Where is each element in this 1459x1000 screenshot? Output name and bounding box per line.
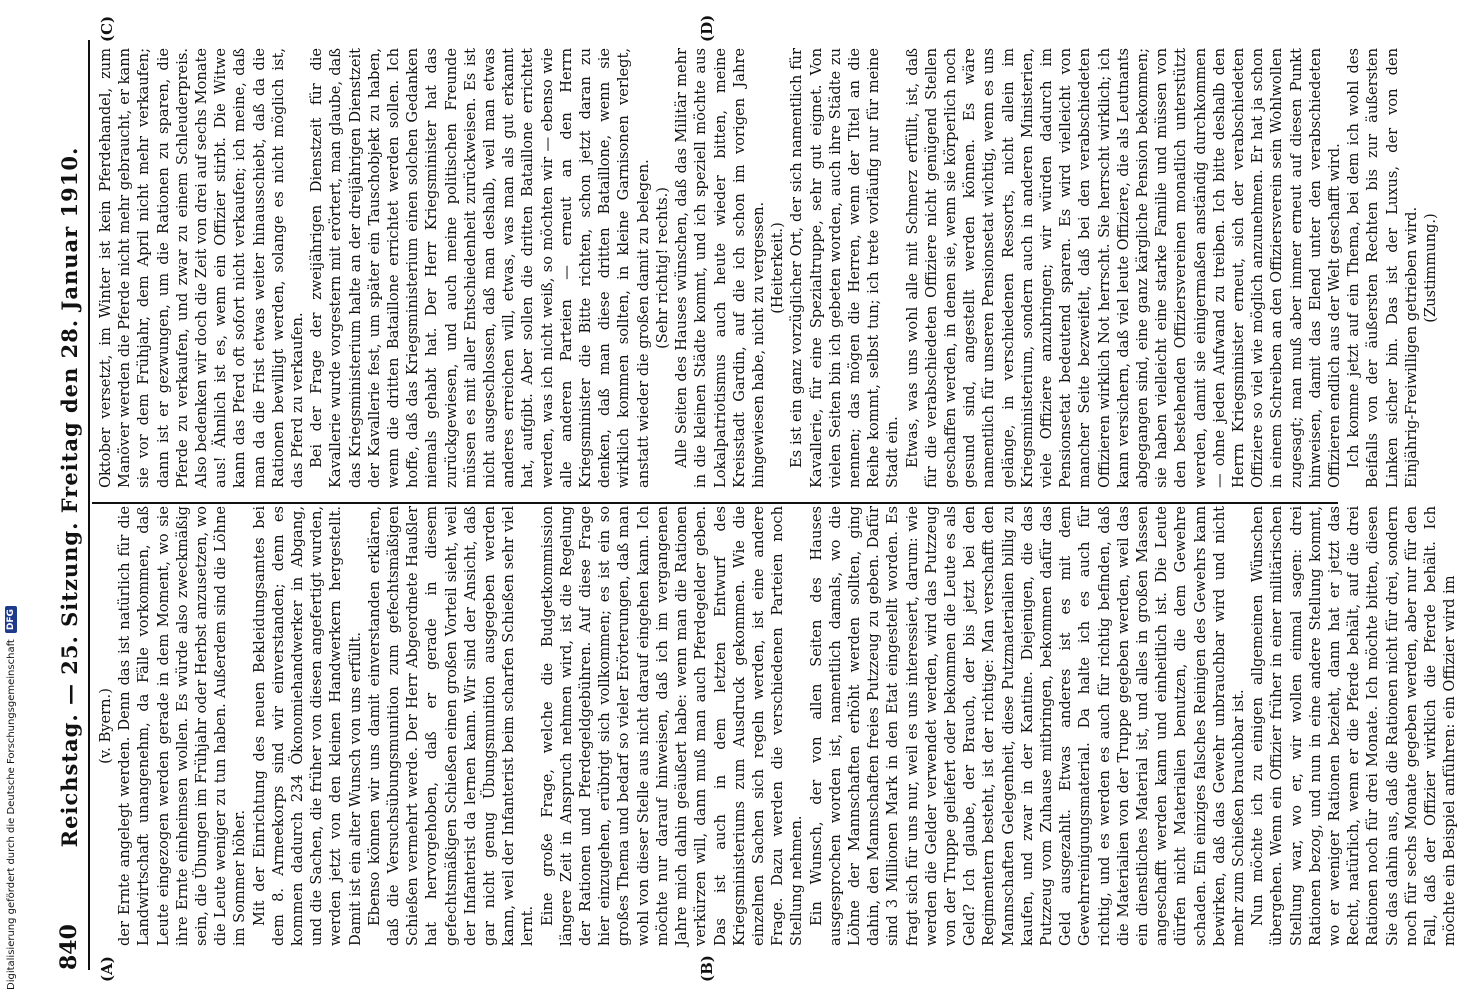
- paragraph: der Ernte angelegt werden. Denn das ist natürlich für die Landwirtschaft unangenehm, da Fälle vorkommen, daß Leute eingezogen werden gerade in dem Moment, wo sie ihre Ernte einheimsen wollen. Es würde also zweckmäßig sein, die Übungen im Frühjahr oder Herbst anzusetzen, wo die Leute weniger zu tun haben. Außerdem sind die Löhne im Sommer höher.: [116, 505, 249, 946]
- digitization-credit: [4, 600, 18, 990]
- paragraph: Es ist ein ganz vorzüglicher Ort, der sich namentlich für Kavallerie, für eine Spezialtruppe, sehr gut eignet. Von vielen Seiten bin ich gebeten worden, auch ihre Städte zu nennen; das mögen die Herren, wenn der Titel an die Reihe kommt, selbst tun; ich trete vorläufig nur für meine Stadt ein.: [788, 48, 902, 488]
- paragraph: Oktober versetzt, im Winter ist kein Pferdehandel, zum Manöver werden die Pferde nicht mehr gebraucht, er kann sie vor dem Frühjahr, dem April nicht mehr verkaufen; dann ist er gezwungen, um die Rationen zu sparen, die Pferde zu verkaufen, und zwar zu einem Schleuderpreis. Also bedenken wir doch die Zeit von drei auf sechs Monate aus! Ähnlich ist es, wenn ein Offizier stirbt. Die Witwe kann das Pferd oft sofort nicht verkaufen; ich meine, daß man da die Frist etwas weiter hinausschiebt, daß da die Rationen bewilligt werden, solange es nicht möglich ist, das Pferd zu verkaufen.: [97, 48, 307, 488]
- page-number: 840: [56, 924, 82, 970]
- document-page: [38, 0, 1459, 1000]
- page-title: Reichstag. — 25. Sitzung. Freitag den 28. Januar 1910.: [57, 146, 82, 848]
- speaker-note: (v. Byern.): [97, 688, 114, 764]
- credit-text: Digitalisierung gefördert durch die Deutsche Forschungsgemeinschaft: [5, 639, 17, 990]
- header-rule: [88, 40, 90, 970]
- interjection: (Zustimmung.): [1422, 213, 1440, 323]
- left-column: [96, 505, 1459, 946]
- paragraph: Eine große Frage, welche die Budgetkommission längere Zeit in Anspruch nehmen wird, ist die Regelung der Rationen und Pferdegeldgebühren. Auf diese Frage hier einzugehen, erübrigt sich vollkommen; es ist ein so großes Thema und bedarf so vieler Erörterungen, daß man wohl von dieser Stelle aus nicht darauf eingehen kann. Ich möchte nur darauf hinweisen, daß ich im vergangenen Jahre mich dahin geäußert habe: wenn man die Rationen verkürzen will, dann muß man auch Pferdegelder geben. Das ist auch in dem letzten Entwurf des Kriegsministeriums zum Ausdruck gekommen. Wie die einzelnen Sachen sich regeln werden, ist eine andere Frage. Dazu werden die verschiedenen Parteien noch Stellung nehmen.: [538, 506, 806, 946]
- interjection: (Heiterkeit.): [769, 222, 787, 314]
- margin-marker-c: (C): [98, 15, 116, 42]
- paragraph: Ein Wunsch, der von allen Seiten des Hauses ausgesprochen worden ist, namentlich damals, wo die Löhne der Mannschaften erhöht werden sollten, ging dahin, den Mannschaften freies Putzzeug zu geben. Dafür sind 3 Millionen Mark in den Etat eingestellt worden. Es fragt sich für uns nur, weil es uns interessiert, darum: wie werden die Gelder verwendet werden, wird das Putzzeug von der Truppe geliefert oder bekommen die Leute es als Geld? Ich glaube, der Brauch, der bis jetzt bei den Regimentern besteht, ist der richtige: Man verschafft den Mannschaften Gelegenheit, diese Putzmaterialien billig zu kaufen, und zwar in der Kantine. Diejenigen, die das Putzzeug vom Zuhause mitbringen, bekommen dafür das Geld ausgezahlt. Etwas anderes ist es mit dem Gewehrreinigungsmaterial. Da halte ich es auch für richtig, und es werden es auch für richtig befinden, daß die Materialien von der Truppe gegeben werden, weil das ein dienstliches Material ist, und alles in großen Massen angeschafft werden kann und einheitlich ist. Die Leute dürfen nicht Materialien benutzen, die dem Gewehre schaden. Ein einziges falsches Reinigen des Gewehrs kann bewirken, daß das Gewehr unbrauchbar wird und nicht mehr zum Schießen brauchbar ist.: [807, 506, 1247, 946]
- margin-marker-a: (A): [98, 956, 116, 982]
- right-column: [96, 48, 1440, 488]
- interjection: (Sehr richtig! rechts.): [653, 187, 671, 349]
- paragraph: Etwas, was uns wohl alle mit Schmerz erfüllt, ist, daß für die verabschiedeten Offiziere nicht genügend Stellen geschaffen werden, in denen sie, wenn sie körperlich noch gesund sind, angestellt werden können. Es wäre namentlich für unseren Pensionsetat wichtig, wenn es uns gelänge, in verschiedenen Ressorts, nicht allein im Kriegsministerium, sondern auch in anderen Ministerien, viele Offiziere anzubringen; wir würden dadurch im Pensionsetat bedeutend sparen. Es wird vielleicht von mancher Seite bezweifelt, daß bei den verabschiedeten Offizieren wirklich Not herrscht. Sie herrscht wirklich; ich kann versichern, daß viel leute Offiziere, die als Leutnants abgegangen sind, eine ganz kärgliche Pension bekommen; sie haben vielleicht eine starke Familie und müssen von den bestehenden Offiziersvereinen monatlich unterstützt werden, damit sie einigermaßen anständig durchkommen — ohne jeden Aufwand zu treiben. Ich bitte deshalb den Herrn Kriegsminister erneut, sich der verabschiedeten Offiziere so viel wie möglich anzunehmen. Er hat ja schon in einem Schreiben an den Offiziersverein sein Wohlwollen zugesagt; man muß aber immer erneut auf diesen Punkt hinweisen, damit das Elend unter den verabschiedeten Offizieren endlich aus der Welt geschafft wird.: [903, 48, 1343, 488]
- page-header: [38, 40, 82, 970]
- paragraph: Mit der Einrichtung des neuen Bekleidungsamtes bei dem 8. Armeekorps sind wir einverstanden; denn es kommen dadurch 234 Ökonomiehandwerker in Abgang, und die Sachen, die früher von diesen angefertigt wurden, werden jetzt von den kleinen Handwerkern hergestellt. Damit ist ein alter Wunsch von uns erfüllt.: [250, 506, 364, 946]
- dfg-logo: DFG: [5, 606, 17, 633]
- margin-marker-d: (D): [698, 14, 716, 42]
- paragraph: Bei der Frage der zweijährigen Dienstzeit für die Kavallerie wurde vorgestern mit erörtert, man glaube, daß das Kriegsministerium halte an der dreijährigen Dienstzeit der Kavallerie fest, um später ein Tauschobjekt zu haben, wenn die dritten Bataillone errichtet werden sollen. Ich hoffe, daß das Kriegsministerium einen solchen Gedanken niemals gehabt hat. Der Herr Kriegsminister hat das zurückgewiesen, und auch meine politischen Freunde müssen es mit aller Entschiedenheit zurückweisen. Es ist nicht ausgeschlossen, daß man deshalb, weil man etwas anderes erreichen will, etwas, was man als gut erkannt hat, aufgibt. Aber sollen die dritten Bataillone errichtet werden, was ich nicht weiß, so möchten wir — ebenso wie alle anderen Parteien — erneut an den Herrn Kriegsminister die Bitte richten, schon jetzt daran zu denken, daß man diese dritten Bataillone, wenn sie wirklich kommen sollten, in kleine Garnisonen verlegt, anstatt wieder die großen damit zu belegen.: [308, 48, 652, 488]
- paragraph: Alle Seiten des Hauses wünschen, daß das Militär mehr in die kleinen Städte kommt, und ich speziell möchte aus Lokalpatriotismus auch heute wieder bitten, meine Kreisstadt Gardin, auf die ich schon im vorigen Jahre hingewiesen habe, nicht zu vergessen.: [673, 48, 767, 488]
- column-divider: [92, 502, 1338, 504]
- margin-marker-b: (B): [698, 955, 716, 982]
- paragraph: Nun möchte ich zu einigen allgemeinen Wünschen übergehen. Wenn ein Offizier früher in einer militärischen Stellung war, wo er, wir wollen einmal sagen: drei Rationen bezog, und nun in eine andere Stellung kommt, wo er weniger Rationen bezieht, dann hat er jetzt das Recht, natürlich, wenn er die Pferde behält, auf die drei Rationen noch für drei Monate. Ich möchte bitten, diesen Sie das dahin aus, daß die Rationen nicht für drei, sondern noch für sechs Monate gegeben werden, aber nur für den Fall, daß der Offizier wirklich die Pferde behält. Ich möchte ein Beispiel anführen: ein Offizier wird im: [1249, 506, 1459, 946]
- paragraph: Ich komme jetzt auf ein Thema, bei dem ich wohl des Beifalls von der äußersten Rechten bis zur äußersten Linken sicher bin. Das ist der Luxus, der von den Einjährig-Freiwilligen getrieben wird.: [1345, 48, 1420, 488]
- paragraph: Ebenso können wir uns damit einverstanden erklären, daß die Versuchsübungsmunition zum gefechtsmäßigen Schießen vermehrt werde. Der Herr Abgeordnete Haußler hat hervorgehoben, daß er gerade in diesem gefechtsmäßigen Schießen einen großen Vorteil sieht, weil der Infanterist da lernen kann. Wir sind der Ansicht, daß gar nicht genug Übungsmunition ausgegeben werden kann, weil der Infanterist beim scharfen Schießen sehr viel lernt.: [365, 506, 537, 946]
